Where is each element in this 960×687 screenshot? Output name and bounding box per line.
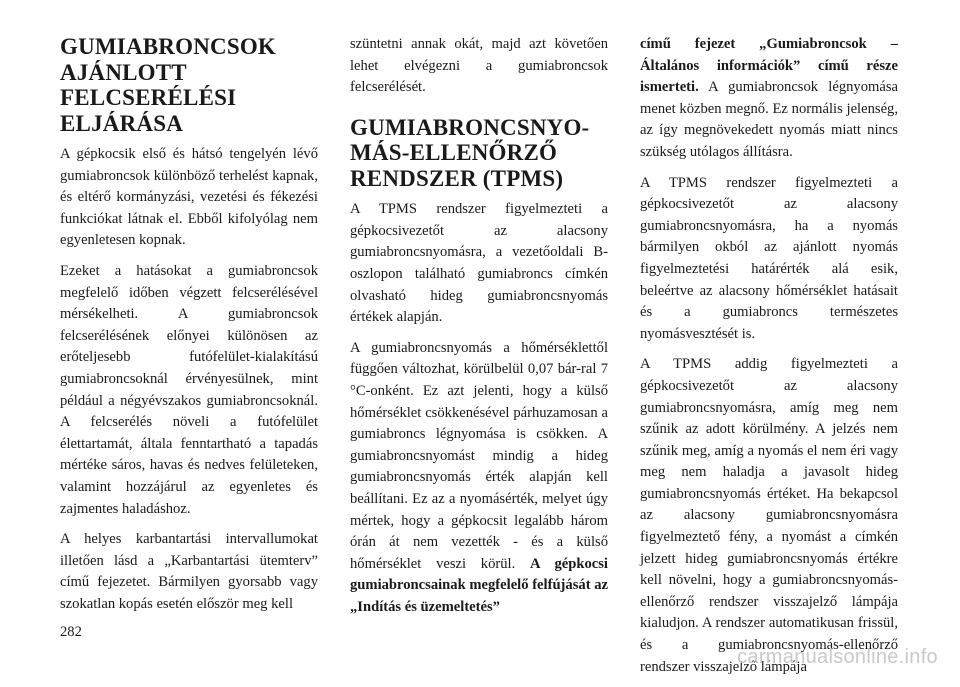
heading-line: ELJÁRÁSA <box>60 110 184 136</box>
paragraph: A TPMS rendszer figyelmezteti a gépkocsivezetőt az alacsony gumiabroncsnyomásra, ha a nyomás bármilyen okból az ajánlott nyomás figyelmeztetési határérték alá esik, beleértve az alacsony hőmérséklet hatásait és a gumiabroncs természetes nyomásvesztését is. <box>640 174 898 342</box>
heading-line: MÁS-ELLENŐRZŐ <box>350 140 558 166</box>
heading-line: RENDSZER (TPMS) <box>350 165 564 191</box>
heading-line: AJÁNLOTT <box>60 59 187 85</box>
watermark: carmanualsonline.info <box>737 646 938 668</box>
column-2 <box>350 34 608 628</box>
column-1 <box>60 34 318 624</box>
heading-line: GUMIABRONCSNYO- <box>350 114 590 140</box>
heading-line: FELCSERÉLÉSI <box>60 85 237 110</box>
cross-reference-bold: című fejezet „Gumiabroncsok – Általános információk” című része ismerteti. <box>640 36 898 96</box>
paragraph: A gépkocsik első és hátsó tengelyén lévő gumiabroncsok különböző terhelést kapnak, és eltérő kormányzási, vezetési és fékezési funkciókat látnak el. Ebből kifolyólag nem egyenletesen kopnak. <box>60 146 318 249</box>
paragraph-text: A gumiabroncsok légnyomása menet közben megnő. Ez normális jelenség, az így megnövekedett nyomás miatt nincs szükség utólagos állításra. <box>640 79 898 160</box>
cross-reference-bold: A gépkocsi gumiabroncsainak megfelelő felfújását az „Indítás és üzemeltetés” <box>350 555 608 615</box>
column-3 <box>640 34 898 687</box>
paragraph: Ezeket a hatásokat a gumiabroncsok megfelelő időben végzett felcserélésével mérsékelheti. A gumiabroncsok felcserélésének előnyei különösen az erőteljesebb futófelület-kialakítású gumiabroncsoknál érvényesülnek, mint például a négyévszakos gumiabroncsoknál. A felcserélés növeli a futófelület élettartamát, általa fenntartható a tapadás mértéke sáros, havas és nedves felületeken, valamint hozzájárul az egyenletes és zajmentes haladáshoz. <box>60 262 318 517</box>
section-heading-tpms <box>350 115 608 192</box>
paragraph-text: A gumiabroncsnyomás a hőmérséklettől függően változhat, körülbelül 0,07 bár-ral 7 °C-onként. Ez azt jelenti, hogy a külső hőmérséklet csökkenésével párhuzamosan a gumiabroncs légnyomása is csökken. A gumiabroncsnyomást mindig a hideg gumiabroncsnyomás érték alapján kell beállítani. Ez az a nyomásérték, melyet úgy mértek, hogy a gépkocsit legalább három órán át nem vezették - és a külső hőmérséklet veszi körül. <box>350 339 608 572</box>
paragraph: A TPMS addig figyelmezteti a gépkocsivezetőt az alacsony gumiabroncsnyomásra, amíg meg nem szűnik az adott körülmény. A jelzés nem szűnik meg, amíg a nyomás el nem éri vagy meg nem haladja a javasolt hideg gumiabroncsnyomás értéket. Ha bekapcsol az alacsony gumiabroncsnyomásra figyelmeztető fény, a nyomást a címkén jelzett hideg gumiabroncsnyomás értékre kell növelni, hogy a gumiabroncsnyomás-ellenőrző rendszer visszajelző lámpája kialudjon. A rendszer automatikusan frissül, és a gumiabroncsnyomás-ellenőrző rendszer visszajelző lámpája <box>640 356 898 675</box>
section-heading-tire-rotation <box>60 34 318 136</box>
paragraph: A helyes karbantartási intervallumokat illetően lásd a „Karbantartási ütemterv” című fejezetet. Bármilyen gyorsabb vagy szokatlan kopás esetén először meg kell <box>60 531 318 612</box>
paragraph-continued <box>640 34 898 164</box>
paragraph <box>350 338 608 619</box>
paragraph: A TPMS rendszer figyelmezteti a gépkocsivezetőt az alacsony gumiabroncsnyomásra, a vezetőoldali B-oszlopon található gumiabroncs címkén olvasható hideg gumiabroncsnyomás értékek alapján. <box>350 201 608 326</box>
paragraph-continued: szüntetni annak okát, majd azt követően lehet elvégezni a gumiabroncsok felcserélését. <box>350 36 608 96</box>
heading-line: GUMIABRONCSOK <box>60 34 277 59</box>
page-number: 282 <box>60 624 82 640</box>
